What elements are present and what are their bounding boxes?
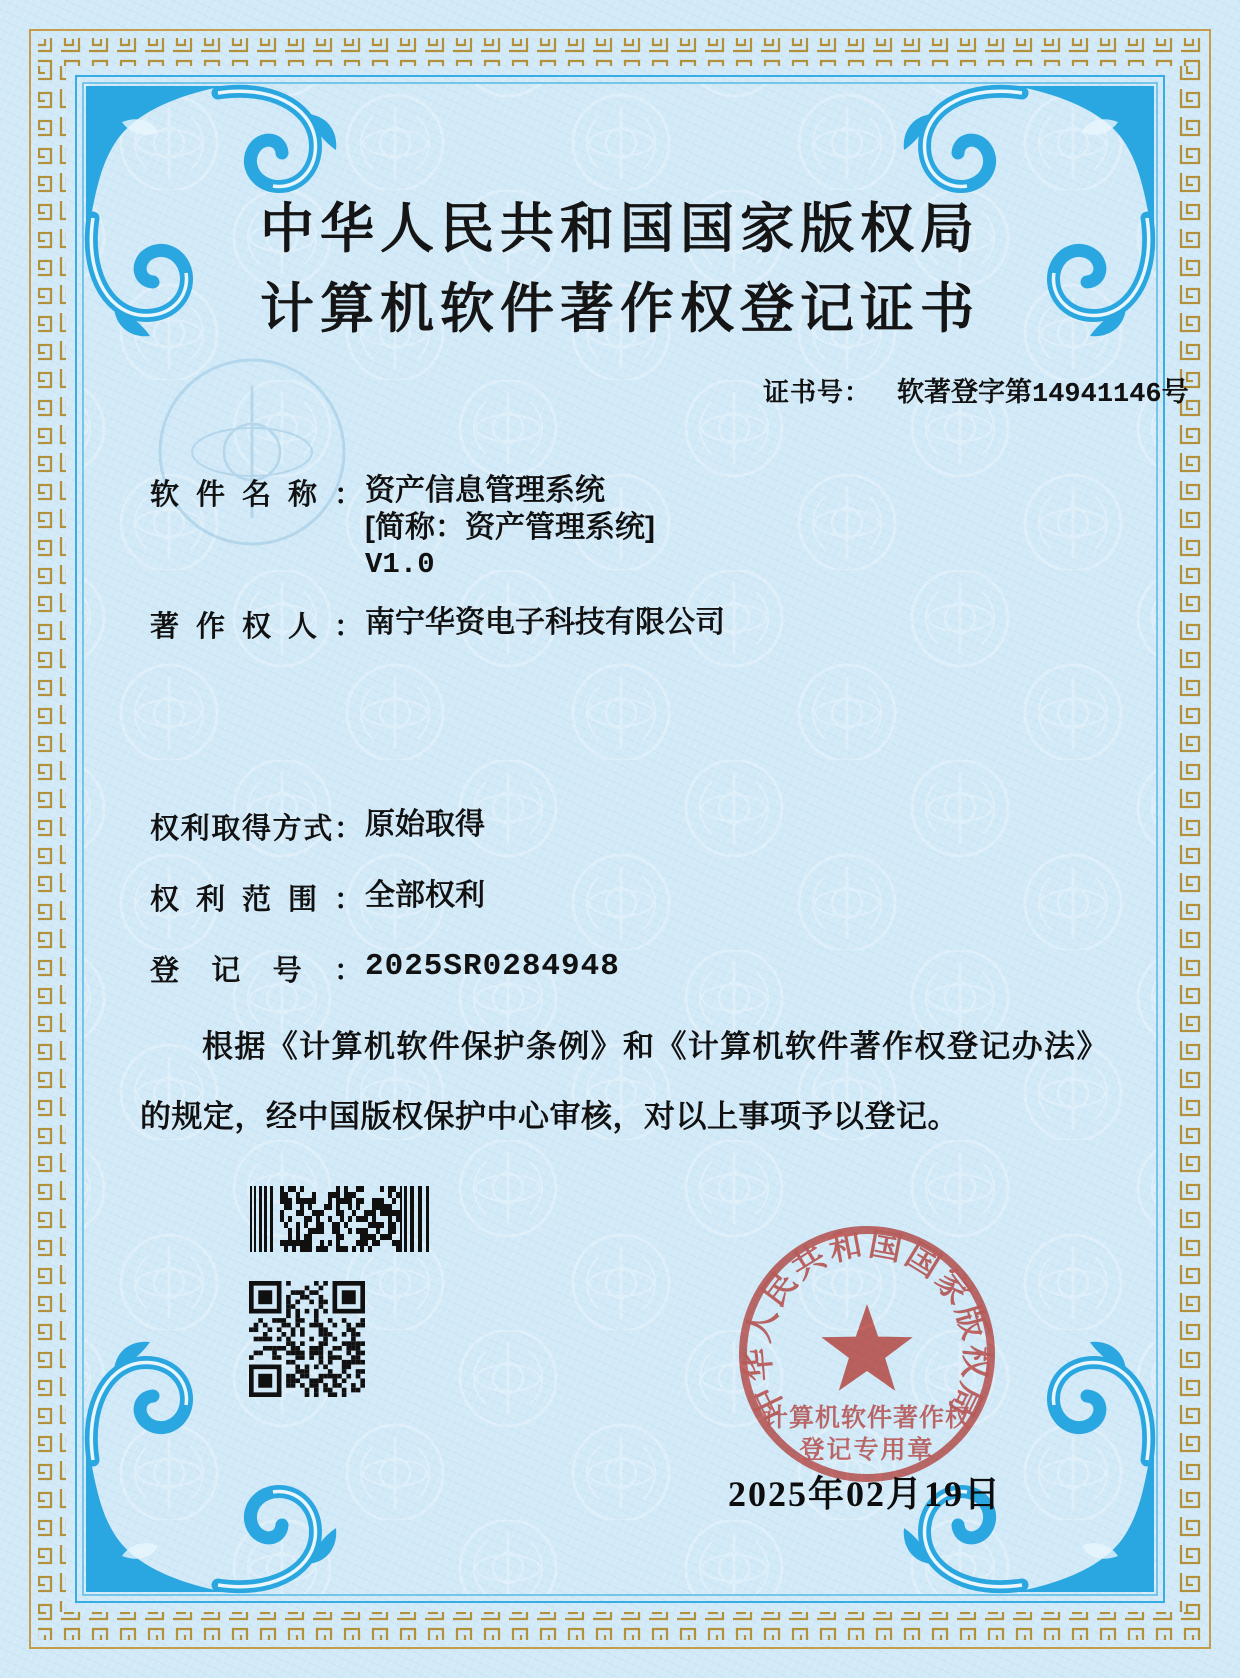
registration-number: 2025SR0284948	[365, 949, 620, 984]
official-seal	[735, 1222, 999, 1486]
seal-star-icon	[821, 1304, 912, 1391]
barcode-image	[250, 1186, 430, 1252]
seal-caption-line1: 计算机软件著作权	[762, 1405, 972, 1432]
field-row-software-name	[150, 472, 1150, 581]
field-row-acquisition-method	[150, 806, 1150, 846]
certificate-number-label: 证书号：	[763, 377, 872, 407]
page-title-line2: 计算机软件著作权登记证书	[260, 279, 980, 339]
field-value	[365, 472, 655, 583]
certificate-number-value: 软著登字第14941146号	[897, 380, 1189, 410]
field-value	[365, 806, 485, 843]
page-title-line1: 中华人民共和国国家版权局	[260, 199, 980, 259]
copyright-owner: 南宁华资电子科技有限公司	[365, 606, 725, 639]
field-row-registration-number	[150, 948, 1150, 988]
software-version: V1.0	[365, 548, 435, 581]
seal-caption-line2: 登记专用章	[799, 1437, 935, 1464]
seal-ring-text: 中华人民共和国国家版权局	[739, 1226, 995, 1426]
registration-paragraph: 根据《计算机软件保护条例》和《计算机软件著作权登记办法》的规定，经中国版权保护中心审核，对以上事项予以登记。	[140, 1029, 1108, 1134]
software-short-name: [简称：资产管理系统]	[365, 511, 655, 544]
software-name: 资产信息管理系统	[365, 474, 605, 507]
field-label: 权 利 取 得 方 式 ：	[150, 813, 363, 845]
field-value	[365, 948, 620, 985]
field-label: 登 记 号 ：	[150, 955, 363, 987]
field-value	[365, 604, 725, 641]
field-row-rights-scope	[150, 877, 1150, 917]
rights-scope: 全部权利	[365, 879, 485, 912]
acquisition-method: 原始取得	[365, 808, 485, 841]
qr-code-image	[249, 1281, 365, 1397]
field-label: 权 利 范 围 ：	[150, 884, 363, 916]
certificate-number	[763, 370, 1189, 410]
issue-date: 2025年02月19日	[727, 1474, 1002, 1514]
field-label: 软 件 名 称 ：	[150, 479, 363, 511]
field-row-copyright-owner	[150, 604, 1150, 644]
field-value	[365, 877, 485, 914]
field-label: 著 作 权 人 ：	[150, 611, 363, 643]
